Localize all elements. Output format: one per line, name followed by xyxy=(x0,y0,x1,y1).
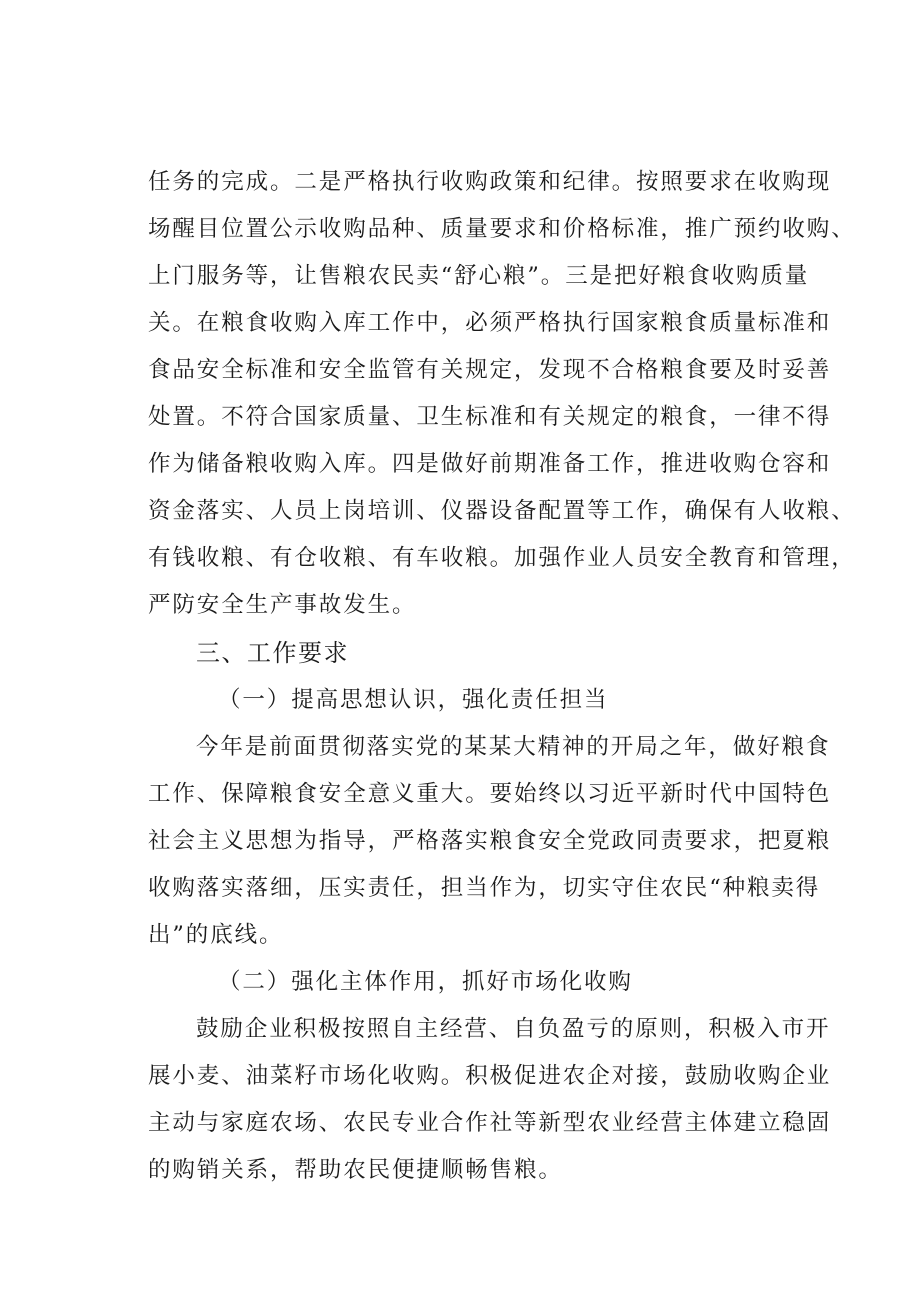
paragraph-line: 关。在粮食收购入库工作中，必须严格执行国家粮食质量标准和 xyxy=(148,310,832,336)
paragraph-line: 工作、保障粮食安全意义重大。要始终以习近平新时代中国特色 xyxy=(148,781,832,807)
paragraph-line: 主动与家庭农场、农民专业合作社等新型农业经营主体建立稳固 xyxy=(148,1110,832,1136)
paragraph-line: 有钱收粮、有仓收粮、有车收粮。加强作业人员安全教育和管理， xyxy=(148,545,856,571)
section-heading: 三、工作要求 xyxy=(196,639,349,667)
paragraph-line: 鼓励企业积极按照自主经营、自负盈亏的原则，积极入市开 xyxy=(196,1016,831,1042)
paragraph-line: 资金落实、人员上岗培训、仪器设备配置等工作，确保有人收粮、 xyxy=(148,498,856,524)
paragraph-line: 今年是前面贯彻落实党的某某大精神的开局之年，做好粮食 xyxy=(196,734,831,760)
subsection-title: （二）强化主体作用，抓好市场化收购 xyxy=(218,969,633,995)
paragraph-line: 收购落实落细，压实责任，担当作为，切实守住农民“种粮卖得 xyxy=(148,875,821,901)
paragraph-line: 食品安全标准和安全监管有关规定，发现不合格粮食要及时妥善 xyxy=(148,357,832,383)
paragraph-line: 出”的底线。 xyxy=(148,922,284,948)
paragraph-line: 作为储备粮收购入库。四是做好前期准备工作，推进收购仓容和 xyxy=(148,451,832,477)
paragraph-line: 展小麦、油菜籽市场化收购。积极促进农企对接，鼓励收购企业 xyxy=(148,1063,832,1089)
paragraph-line: 社会主义思想为指导，严格落实粮食安全党政同责要求，把夏粮 xyxy=(148,828,832,854)
paragraph-line: 的购销关系，帮助农民便捷顺畅售粮。 xyxy=(148,1157,563,1183)
paragraph-line: 严防安全生产事故发生。 xyxy=(148,592,417,618)
subsection-title: （一）提高思想认识，强化责任担当 xyxy=(218,687,609,713)
paragraph-line: 处置。不符合国家质量、卫生标准和有关规定的粮食，一律不得 xyxy=(148,404,832,430)
paragraph-line: 任务的完成。二是严格执行收购政策和纪律。按照要求在收购现 xyxy=(148,169,832,195)
paragraph-line: 上门服务等，让售粮农民卖“舒心粮”。三是把好粮食收购质量 xyxy=(148,263,810,289)
paragraph-line: 场醒目位置公示收购品种、质量要求和价格标准，推广预约收购、 xyxy=(148,216,856,242)
